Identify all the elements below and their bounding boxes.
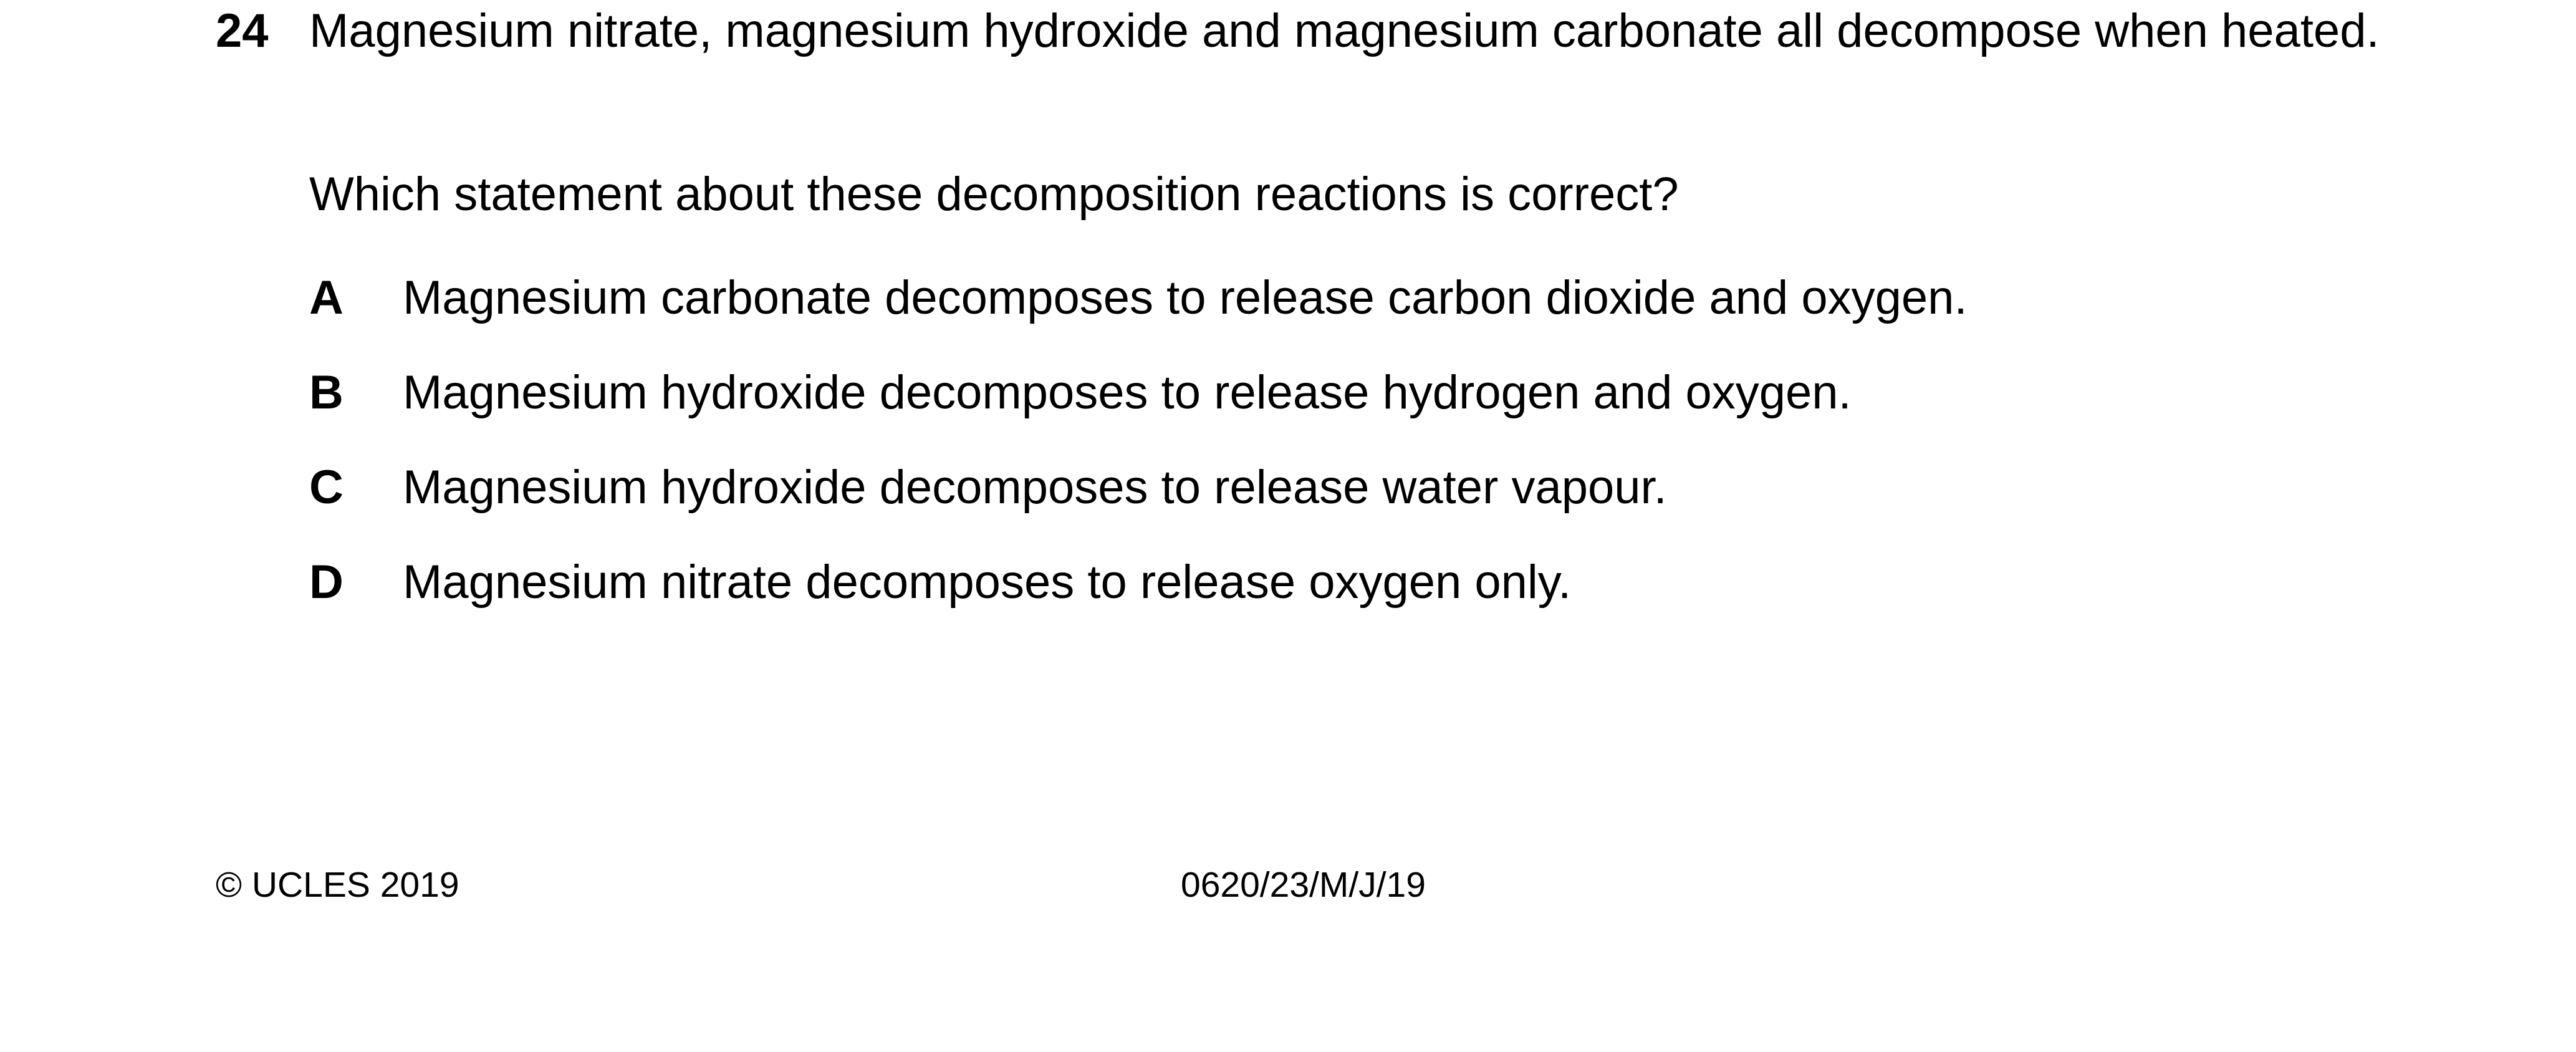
footer-paper-code: 0620/23/M/J/19 xyxy=(1181,865,1426,905)
option-a-text: Magnesium carbonate decomposes to release carbon dioxide and oxygen. xyxy=(403,271,1968,324)
footer-copyright: © UCLES 2019 xyxy=(216,865,459,905)
option-b-text: Magnesium hydroxide decomposes to release hydrogen and oxygen. xyxy=(403,366,1852,419)
option-d-letter: D xyxy=(309,556,344,609)
option-b-letter: B xyxy=(309,366,344,419)
question-stem: Magnesium nitrate, magnesium hydroxide and magnesium carbonate all decompose when heated. xyxy=(309,4,2380,57)
question-number: 24 xyxy=(216,4,269,57)
option-c-letter: C xyxy=(309,461,344,514)
option-d-text: Magnesium nitrate decomposes to release oxygen only. xyxy=(403,556,1572,609)
question-prompt: Which statement about these decomposition reactions is correct? xyxy=(309,168,1679,221)
option-a-letter: A xyxy=(309,271,344,324)
option-c-text: Magnesium hydroxide decomposes to release water vapour. xyxy=(403,461,1667,514)
